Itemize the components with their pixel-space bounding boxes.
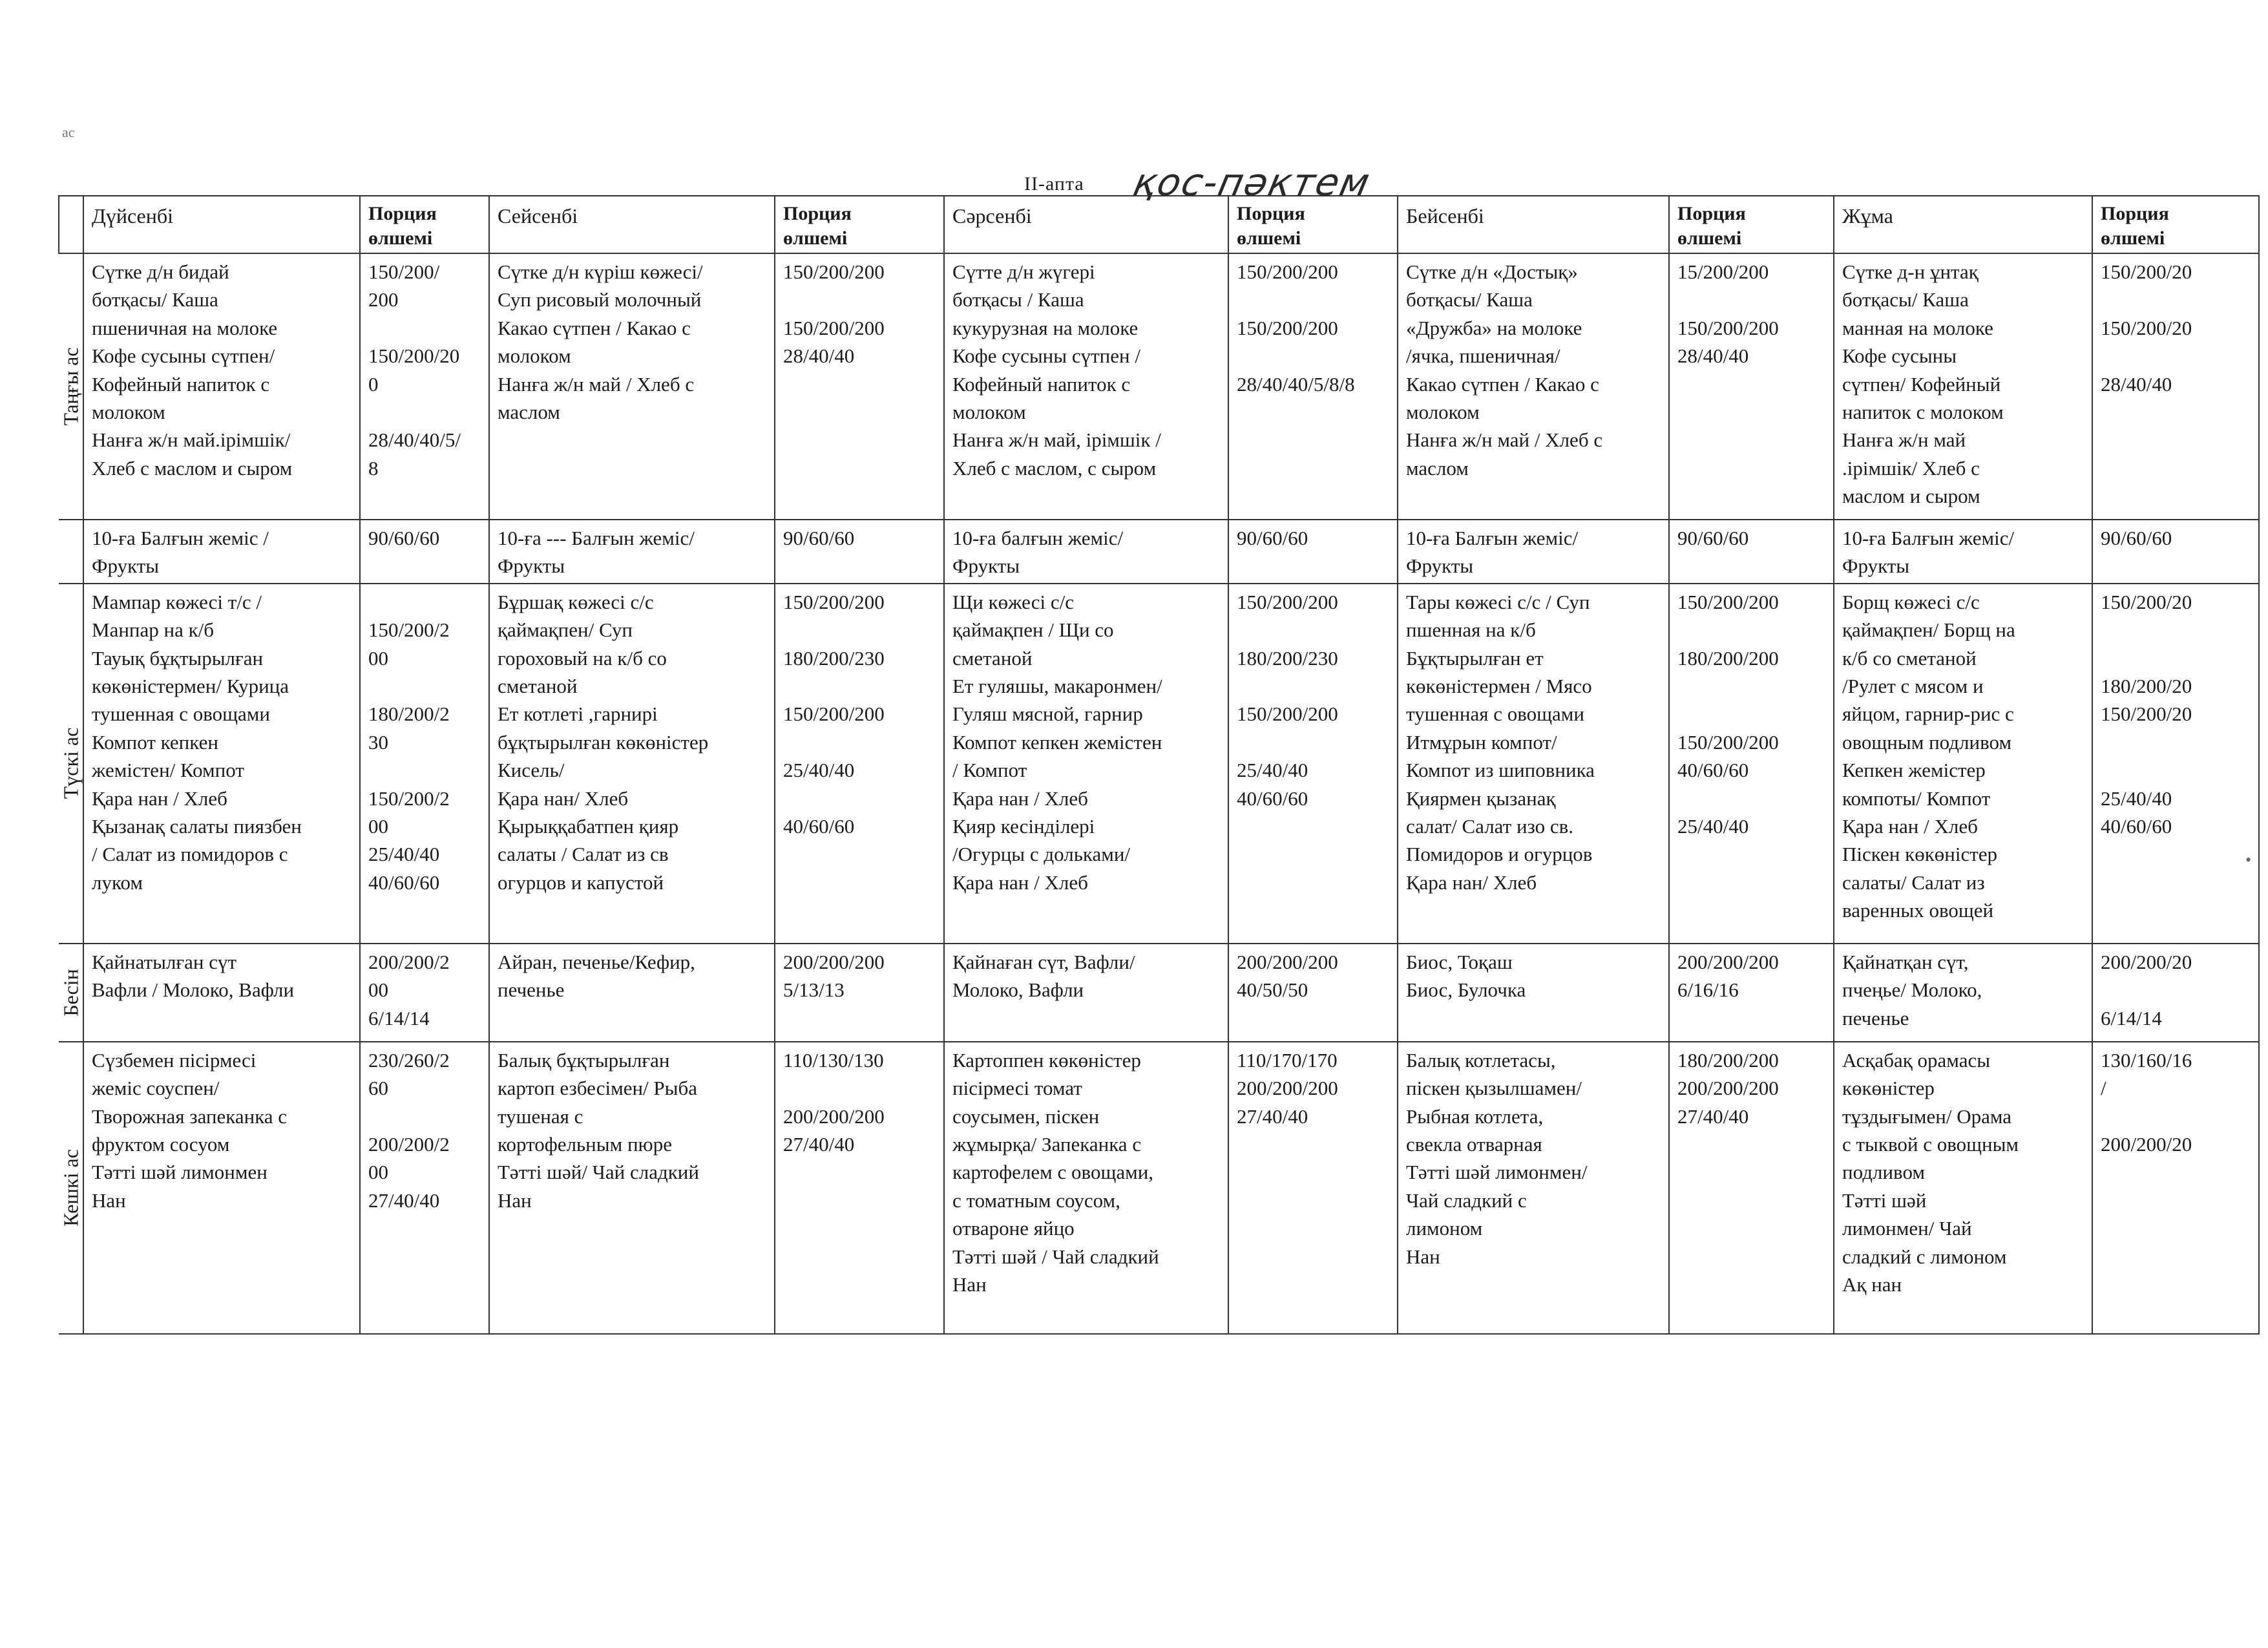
portion-header: Порция өлшемі [1228, 196, 1398, 253]
meal-label: Кешкі ас [59, 1042, 83, 1334]
day-header: Сәрсенбі [944, 196, 1228, 253]
portion-cell: 90/60/60 [775, 520, 944, 584]
portion-cell: 90/60/60 [360, 520, 489, 584]
dish-cell: Щи көжесі с/с қаймақпен / Щи со сметаной Ет гуляшы, макаронмен/ Гуляш мясной, гарнир Компот кепкен жемістен / Компот Қара нан / Хлеб Қияр кесінділері /Огурцы с дольками/ Қара нан / Хлеб [944, 584, 1228, 944]
dish-cell: Айран, печенье/Кефир, печенье [489, 944, 775, 1042]
table-row [59, 520, 2259, 584]
portion-cell: 150/200/200 180/200/230 150/200/200 25/40/40 40/60/60 [1228, 584, 1398, 944]
header-row [59, 196, 2259, 253]
portion-cell: 230/260/2 60 200/200/2 00 27/40/40 [360, 1042, 489, 1334]
meal-label: Таңғы ас [59, 253, 83, 520]
portion-cell: 200/200/200 40/50/50 [1228, 944, 1398, 1042]
portion-header: Порция өлшемі [775, 196, 944, 253]
portion-cell: 200/200/200 5/13/13 [775, 944, 944, 1042]
dish-cell: Борщ көжесі с/с қаймақпен/ Борщ на к/б со сметаной /Рулет с мясом и яйцом, гарнир-рис с овощным подливом Кепкен жемістер компоты/ Компот Қара нан / Хлеб Піскен көкөністер салаты/ Салат из варенных овощей [1834, 584, 2092, 944]
portion-cell: 90/60/60 [2092, 520, 2259, 584]
dish-cell: Қайнаған сүт, Вафли/ Молоко, Вафли [944, 944, 1228, 1042]
handwritten-note: қос-пәктем [1129, 160, 1375, 204]
dish-cell: Сүтке д/н «Достық» ботқасы/ Каша «Дружба» на молоке /ячка, пшеничная/ Какао сүтпен / Какао с молоком Нанға ж/н май / Хлеб с маслом [1398, 253, 1669, 520]
portion-cell: 150/200/20 150/200/20 28/40/40 [2092, 253, 2259, 520]
day-header: Дүйсенбі [83, 196, 360, 253]
portion-cell: 150/200/20 180/200/20 150/200/20 25/40/40 40/60/60 [2092, 584, 2259, 944]
dish-cell: Сүтке д/н күріш көжесі/ Суп рисовый молочный Какао сүтпен / Какао с молоком Нанға ж/н май / Хлеб с маслом [489, 253, 775, 520]
day-header: Сейсенбі [489, 196, 775, 253]
week-title: ІІ-апта [1024, 173, 1084, 195]
dish-cell: Тары көжесі с/с / Суп пшенная на к/б Бұқтырылған ет көкөністермен / Мясо тушенная с овощами Итмұрын компот/ Компот из шиповника Қиярмен қызанақ салат/ Салат изо св. Помидоров и огурцов Қара нан/ Хлеб [1398, 584, 1669, 944]
table-row [59, 253, 2259, 520]
dish-cell: 10-ға Балғын жеміс / Фрукты [83, 520, 360, 584]
portion-cell: 150/200/200 180/200/200 150/200/200 40/60/60 25/40/40 [1669, 584, 1834, 944]
dish-cell: Биос, Тоқаш Биос, Булочка [1398, 944, 1669, 1042]
portion-cell: 150/200/2 00 180/200/2 30 150/200/2 00 25/40/40 40/60/60 [360, 584, 489, 944]
table-row [59, 1042, 2259, 1334]
portion-cell: 90/60/60 [1669, 520, 1834, 584]
scan-margin-mark: ас [62, 124, 75, 140]
meal-label: Бесін [59, 944, 83, 1042]
portion-header: Порция өлшемі [360, 196, 489, 253]
dish-cell: Балық котлетасы, піскен қызылшамен/ Рыбная котлета, свекла отварная Тәтті шәй лимонмен/ Чай сладкий с лимоном Нан [1398, 1042, 1669, 1334]
dish-cell: Бұршақ көжесі с/с қаймақпен/ Суп гороховый на к/б со сметаной Ет котлеті ,гарнирі бұқтырылған көкөністер Кисель/ Қара нан/ Хлеб Қырыққабатпен қияр салаты / Салат из св огурцов и капустой [489, 584, 775, 944]
portion-cell: 150/200/200 150/200/200 28/40/40 [775, 253, 944, 520]
portion-cell: 90/60/60 [1228, 520, 1398, 584]
portion-header: Порция өлшемі [2092, 196, 2259, 253]
table-row [59, 584, 2259, 944]
portion-cell: 110/130/130 200/200/200 27/40/40 [775, 1042, 944, 1334]
dish-cell: 10-ға Балғын жеміс/ Фрукты [1398, 520, 1669, 584]
dish-cell: Қайнатылған сүт Вафли / Молоко, Вафли [83, 944, 360, 1042]
portion-cell: 180/200/200 200/200/200 27/40/40 [1669, 1042, 1834, 1334]
portion-cell: 200/200/200 6/16/16 [1669, 944, 1834, 1042]
dish-cell: 10-ға --- Балғын жеміс/ Фрукты [489, 520, 775, 584]
meal-header [59, 196, 83, 253]
dish-cell: Мампар көжесі т/с / Манпар на к/б Тауық бұқтырылған көкөністермен/ Курица тушенная с овощами Компот кепкен жемістен/ Компот Қара нан / Хлеб Қызанақ салаты пиязбен / Салат из помидоров с луком [83, 584, 360, 944]
dish-cell: Сүтке д/н бидай ботқасы/ Каша пшеничная на молоке Кофе сусыны сүтпен/ Кофейный напиток с молоком Нанға ж/н май.ірімшік/ Хлеб с маслом и сыром [83, 253, 360, 520]
dish-cell: 10-ға балғын жеміс/ Фрукты [944, 520, 1228, 584]
dish-cell: 10-ға Балғын жеміс/ Фрукты [1834, 520, 2092, 584]
day-header: Бейсенбі [1398, 196, 1669, 253]
day-header: Жұма [1834, 196, 2092, 253]
scan-speck: • [2245, 850, 2252, 869]
portion-cell: 150/200/200 180/200/230 150/200/200 25/40/40 40/60/60 [775, 584, 944, 944]
meal-label [59, 520, 83, 584]
portion-cell: 15/200/200 150/200/200 28/40/40 [1669, 253, 1834, 520]
portion-cell: 130/160/16 / 200/200/20 [2092, 1042, 2259, 1334]
portion-cell: 200/200/2 00 6/14/14 [360, 944, 489, 1042]
meal-label: Түскі ас [59, 584, 83, 944]
dish-cell: Сүтке д-н ұнтақ ботқасы/ Каша манная на молоке Кофе сусыны сүтпен/ Кофейный напиток с молоком Нанға ж/н май .ірімшік/ Хлеб с маслом и сыром [1834, 253, 2092, 520]
dish-cell: Сүтте д/н жүгері ботқасы / Каша кукурузная на молоке Кофе сусыны сүтпен / Кофейный напиток с молоком Нанға ж/н май, ірімшік / Хлеб с маслом, с сыром [944, 253, 1228, 520]
dish-cell: Балық бұқтырылған картоп езбесімен/ Рыба тушеная с кортофельным пюре Тәтті шәй/ Чай сладкий Нан [489, 1042, 775, 1334]
dish-cell: Асқабақ орамасы көкөністер тұздығымен/ Орама с тыквой с овощным подливом Тәтті шәй лимонмен/ Чай сладкий с лимоном Ақ нан [1834, 1042, 2092, 1334]
table-row [59, 944, 2259, 1042]
portion-header: Порция өлшемі [1669, 196, 1834, 253]
dish-cell: Қайнатқан сүт, пчеңье/ Молоко, печенье [1834, 944, 2092, 1042]
dish-cell: Сүзбемен пісірмесі жеміс соуспен/ Творожная запеканка с фруктом сосуом Тәтті шәй лимонмен Нан [83, 1042, 360, 1334]
weekly-menu-table [58, 195, 2260, 1335]
portion-cell: 110/170/170 200/200/200 27/40/40 [1228, 1042, 1398, 1334]
portion-cell: 150/200/ 200 150/200/20 0 28/40/40/5/ 8 [360, 253, 489, 520]
portion-cell: 150/200/200 150/200/200 28/40/40/5/8/8 [1228, 253, 1398, 520]
portion-cell: 200/200/20 6/14/14 [2092, 944, 2259, 1042]
dish-cell: Картоппен көкөністер пісірмесі томат соусымен, піскен жұмырқа/ Запеканка с картофелем с овощами, с томатным соусом, отвароне яйцо Тәтті шәй / Чай сладкий Нан [944, 1042, 1228, 1334]
